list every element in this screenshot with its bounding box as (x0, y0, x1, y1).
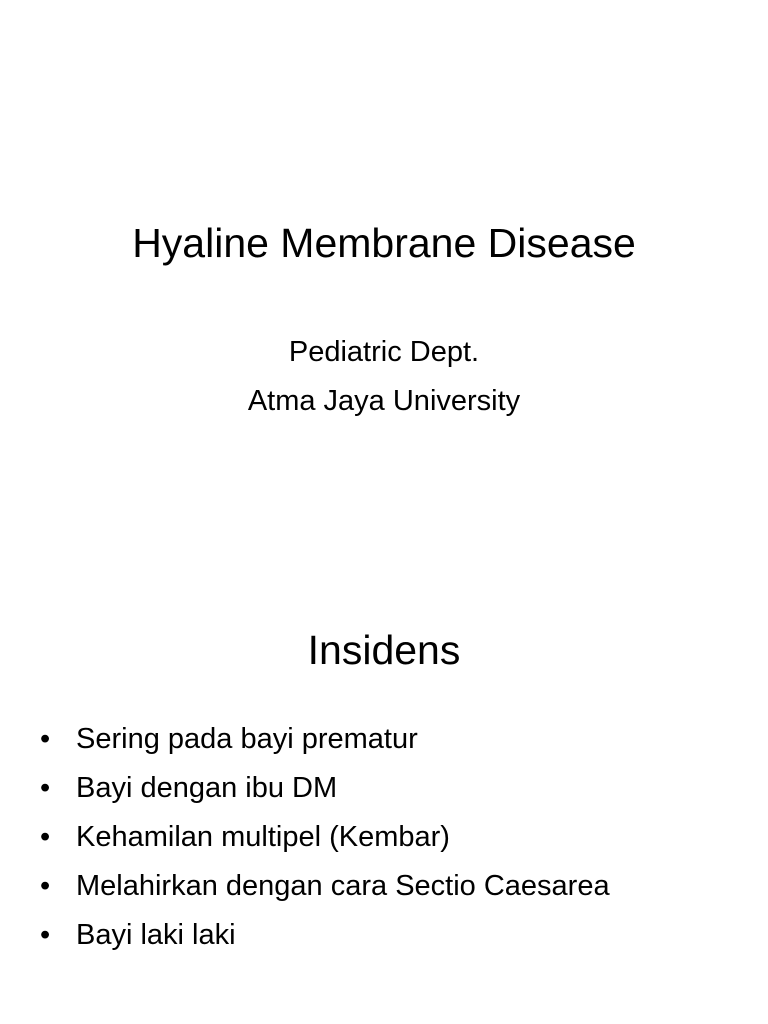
bullet-dot: • (40, 723, 51, 755)
bullet-dot: • (40, 772, 51, 804)
bullet-dot: • (40, 919, 51, 951)
insidens-bullet-list (40, 715, 760, 960)
slide-insidens (0, 512, 768, 1024)
bullet-dot: • (40, 821, 51, 853)
bullet-text: Melahirkan dengan cara Sectio Caesarea (76, 870, 610, 902)
bullet-text: Kehamilan multipel (Kembar) (76, 821, 450, 853)
bullet-dot: • (40, 870, 51, 902)
bullet-text: Bayi laki laki (76, 919, 236, 951)
bullet-text: Bayi dengan ibu DM (76, 772, 338, 804)
bullet-item (40, 764, 760, 813)
bullet-item (40, 715, 760, 764)
insidens-heading: Insidens (307, 627, 461, 673)
bullet-item (40, 862, 760, 911)
slide-title-heading: Hyaline Membrane Disease (132, 220, 636, 266)
university-text: Atma Jaya University (247, 385, 521, 417)
bullet-item (40, 911, 760, 960)
bullet-item (40, 813, 760, 862)
department-text: Pediatric Dept. (288, 336, 480, 368)
bullet-text: Sering pada bayi prematur (76, 723, 418, 755)
